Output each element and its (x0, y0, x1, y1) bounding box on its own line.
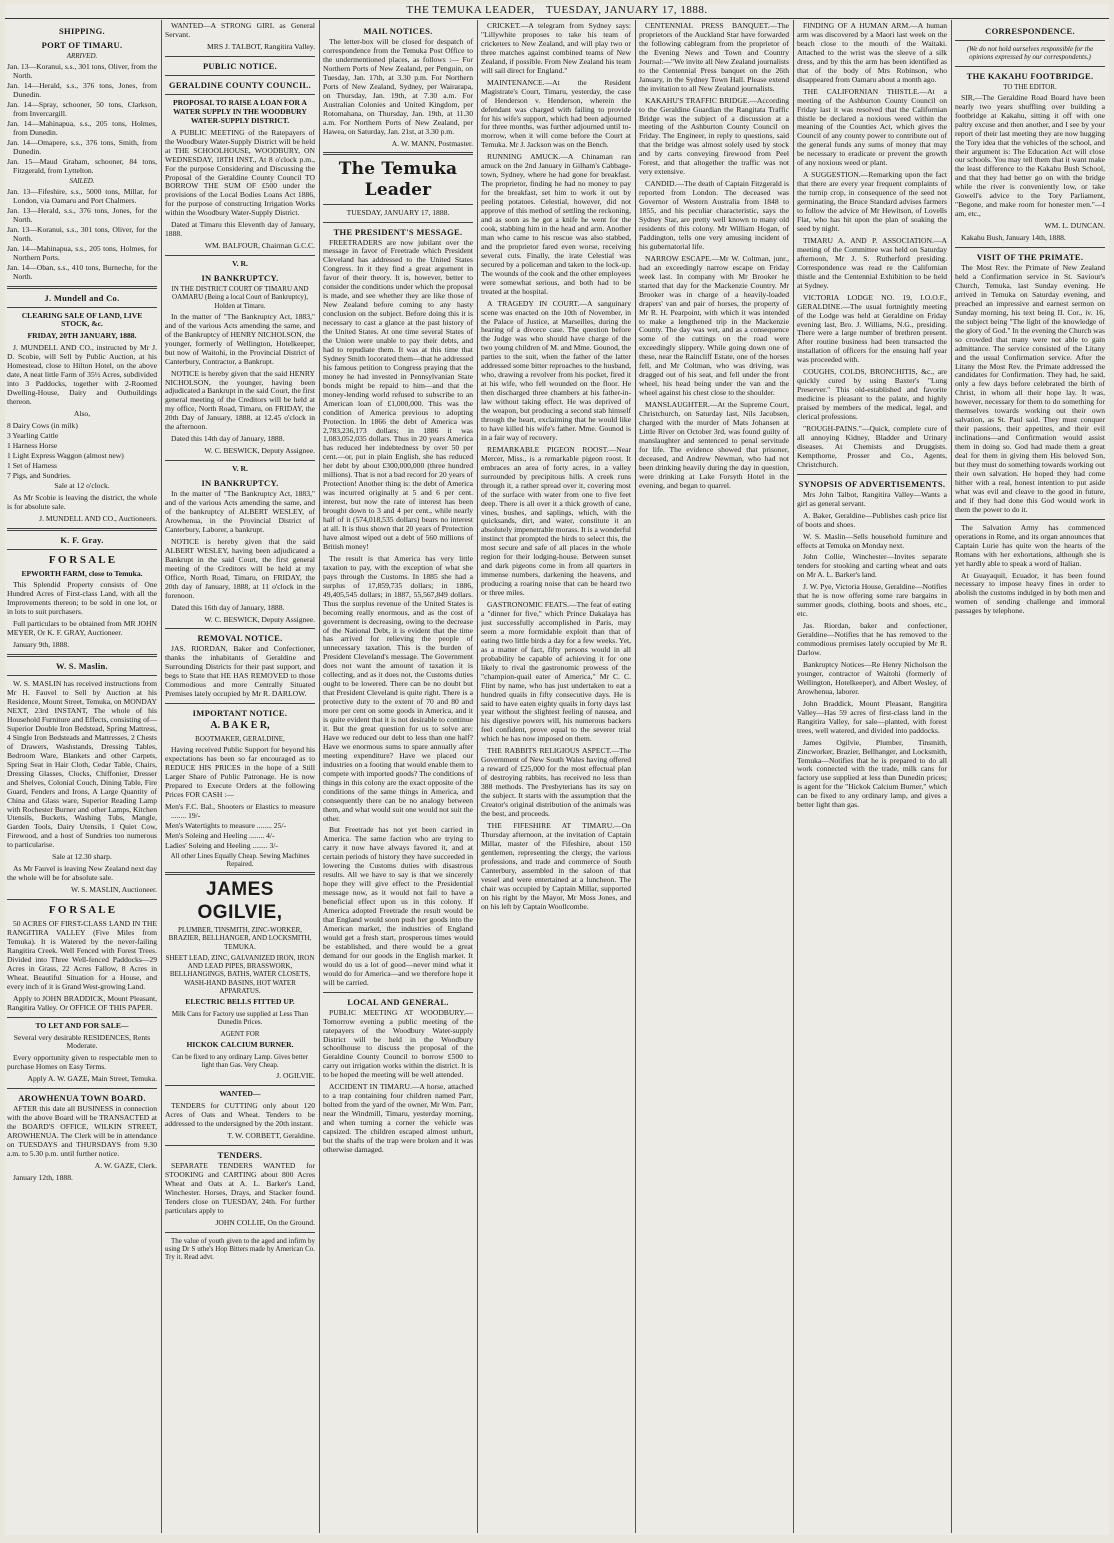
shipping-heading: SHIPPING. (59, 26, 105, 36)
clearing-sale-title: CLEARING SALE OF LAND, LIVE STOCK, &c. (21, 310, 143, 329)
newspaper-page (5, 4, 1109, 1535)
maslin-sale-time: Sale at 12.30 sharp. (52, 852, 112, 862)
beswick-signature: W. C. BESWICK, Deputy Assignee. (204, 446, 315, 456)
maslin-signature: W. S. MASLIN, Auctioneer. (71, 885, 157, 895)
column-rule (319, 20, 320, 1533)
mundell-body: J. MUNDELL AND CO., instructed by Mr J. D. Scobie, will Sell by Public Auction, at his Homestead, close to Hilton Hotel, on the above date, A neat little Farm of 35½ Acres, subdivided into 3 Paddocks, together with 2-Roomed Dwelling-House, Dairy and Outbuildings thereon. (7, 343, 157, 407)
president-para-1: FREETRADERS are now jubilant over the message in favor of Freetrade which President Cleveland has addressed to the United States Congress. In it they find a great argument in favor of their theory. It is, however, better to consider the conditions under which the proposal is made, and see whether they are like those of New Zealand before coming to any hasty conclusion on the subject. Before doing this it is necessary to cast a glance at the past history of the United States. At one time several States of the Union were unable to pay their debts, and had to repudiate them. It was at this time that Sydney Smith locorated them—that he addressed his famous petition to Congress praying that the money he had invested in Pennsylvanian State bonds might be repaid to him—and that the money-lending world refused to subscribe to an American loan of £1,000,000. This was the condition of America previous to adopting Protection. In 1866 the debt of America was 2,783,236,173 dollars; in 1886 it was 1,083,052,035 dollars. Thus in 20 years America has reduced her indebtedness by over 50 per cent.—or, put in plain English, she has reduced her debt by about £300,000,000 (three hundred millions). That is not a bad record for 20 years of Protection! Another thing is: the debt of America was incurred originally at 5 and 6 per cent. interest, but now the rate of interest has been brought down to 3 and 4 per cent., while nearly half of it (574,018,535 dollars) bears no interest at all. It is thus shown that 20 years of Protection have almost wiped out a debt of 560 millions of British money! (323, 237, 473, 551)
list-item: J. W. Pye, Victoria House, Geraldine—Notifies that he is now offering some rare bargains in summer goods, clothing, boots and shoes, etc., etc. (797, 582, 947, 619)
list-item: Men's F.C. Bal., Shooters or Elastics to measure ........ 19/- (165, 801, 315, 820)
list-item: James Ogilvie, Plumber, Tinsmith, Zincworker, Brazier, Bellhanger, and Locksmith, Temuka—Notifies that he is prepared to do all work connected with the trade, milk cans for factory use supplied at less than Dunedin prices; is agent for the "Hickok Calcium Burner," which can be fixed to any ordinary lamp, and gives a better light than gas. (797, 737, 947, 810)
for-sale-title: F O R S A L E (48, 553, 116, 566)
primate-body: The Most Rev. the Primate of New Zealand held a Confirmation service in St. Saviour's Church, Temuka, last Sunday evening. He arrived in Temuka on Saturday evening, and preached an impressive and earnest sermon on Sunday morning, his text being II. Cor., iv. 16, the subject being "The light of the knowledge of the glory of God." In the evening the Church was so crowded that many were not able to gain admittance. The service consisted of the Litany and the usual Confirmation service. After the Litany the Most Rev. the Primate addressed the candidates for Confirmation. They had, he said, only a few days before celebrated the birth of Christ, in whom all their hope lay. It was, however, necessary for them to do something for themselves towards working out their own salvation, as St. Paul said. They must conquer their passions, their appetites, and their evil inclinations—and Confirmation would assist them in doing so. God had made them a great deal for them in giving them His beloved Son, but they must do something towards working out their own salvation. He hoped they had come hither with a real, honest intention to put aside what was evil and cleave to the good in future, and if they had done this God would work in them the power to do it. (955, 263, 1105, 514)
mundell-signature: J. MUNDELL AND CO., Auctioneers. (39, 513, 157, 523)
news-item: VICTORIA LODGE NO. 19, I.O.O.F., GERALDINE.—The usual fortnightly meeting of the Lodge was held at Geraldine on Friday evening last, Bro. J. Williams, N.G., presiding. There were a large number of brethren present. After routine business had been transacted the installation of officers for the ensuing half year was proceeded with. (797, 292, 947, 365)
news-item: A SUGGESTION.—Remarking upon the fact that there are every year frequent complaints of the turnip crop, in consequence of the seed not germinating, the Bruce Standard advises farmers to follow the advice of Mr Hewitson, of Lovells Flat, who has hit upon the plan of soaking the seed by night. (797, 170, 947, 233)
leaving-note: As Mr Scobie is leaving the district, the whole is for absolute sale. (7, 492, 157, 511)
column-rule (477, 20, 478, 1533)
news-item: MANSLAUGHTER.—At the Supreme Court, Christchurch, on Saturday last, Nils Jacobsen, charged with the murder of Mats Johansen at Little River on October 3rd, was found guilty of manslaughter and sentenced to penal servitude for life. The evidence showed that prisoner, deceased, and Andrew Newman, who had not been drinking heavily during the day in question, were drinking at Lake Forsyth Hotel in the evening, and began to quarrel. (639, 400, 789, 490)
column-1 (7, 22, 157, 1532)
sailings-list (7, 188, 157, 282)
list-item: Bankruptcy Notices—Re Henry Nicholson the younger, contractor of Waitohi (formerly of Wellington, Hotelkeeper), and Albert Wesley, of Arowhenua, laborer. (797, 659, 947, 696)
local-para-1: PUBLIC MEETING AT WOODBURY.—Tomorrow evening a public meeting of the ratepayers of the Woodbury Water-supply District will be held in the Woodbury schoolhouse to discuss the proposal of the Geraldine County Council to borrow £500 to carry out irrigation works within the district. It is to be hoped the meeting will be well attended. (323, 1007, 473, 1080)
mann-signature: A. W. MANN, Postmaster. (391, 138, 473, 148)
local-general-heading: LOCAL AND GENERAL. (347, 996, 449, 1007)
maslin-body: W. S. MASLIN has received instructions from Mr H. Fauvel to Sell by Auction at his Residence, Mount Street, Temuka, on MONDAY NEXT, 23rd INSTANT, The whole of his Household Furniture and Effects, consisting of—Superior Double Iron Bedstead, Spring Mattress, 4 Single Iron Bedsteads and Mattresses, 2 Chests of Drawers, Washstands, Dressing Tables, Bedroom Ware, Blankets and other Carpets, Spring Seat in Hair Cloth, Cedar Table, Chairs, Dressing Glasses, Clocks, Chiffonier, Dresser and Shelves, Colonial Couch, Dining Table, Fire Guard, Fenders and Irons, A Large Quantity of China and Glass ware, Superior Reading Lamp with Rochester Burner and other Lamps, Kitchen Utensils, Buckets, Washing Tubs, Mangle, Garden Tools, Dairy Utensils, 1 Quiet Cow, Firewood, and a host of Sundries too numerous to particularise. (7, 679, 157, 850)
to-let-title: TO LET AND FOR SALE— (35, 1020, 129, 1030)
list-item: Men's Soleing and Heeling ........ 4/- (165, 830, 275, 840)
to-the-editor: TO THE EDITOR. (1003, 82, 1057, 91)
news-item: GASTRONOMIC FEATS.—The feat of eating a "dinner for five," which Prince Dakalaya has just successfully accomplished in Paris, may seem a more formidable exploit than that of eating two little birds a day for a few weeks. Yet, as a matter of fact, fifty persons would in all probability be capable of achieving it for one likely to rival the gastronomic prowess of the "champion-quail eater of America," Mr C. C. Flint by name, who has just undertaken to eat a hundred quails in fifty consecutive days. He is said to have eaten eighty quails in forty days last year without the slightest feeling of nausea, and his digestive powers will, his numerous backers feel confident, prove equal to the severer trial which he has now imposed on them. (481, 600, 631, 744)
list-item: Jan. 13—Herald, s.s., 376 tons, Jones, for the North. (7, 205, 157, 224)
news-item: THE RABBITS RELIGIOUS ASPECT.—The Government of New South Wales having offered a reward of £25,000 for the most effectual plan of destroying rabbits, has received no less than 388 methods. The Presbyterians has its say on the subject. It starts with the assumption that the Creator's original distribution of the animals was the best, and proceeds. (481, 746, 631, 818)
synopsis-heading: SYNOPSIS OF ADVERTISEMENTS. (798, 478, 946, 489)
column-5 (639, 22, 789, 1532)
bankruptcy-heading: IN BANKRUPTCY. (201, 273, 279, 284)
list-item: A. Baker, Geraldine—Publishes cash price list of boots and shoes. (797, 510, 947, 529)
list-item: Jas. Riordan, baker and confectioner, Geraldine—Notifies that he has removed to the commodious premises lately occupied by Mr R. Darlow. (797, 621, 947, 658)
list-item: 1 Set of Harness (7, 460, 57, 470)
gaze-date: January 12th, 1888. (13, 1172, 73, 1182)
bitters-note: The value of youth given to the aged and infirm by using Dr S uthe's Hop Bitters made by American Co. Try it. Read advt. (165, 1236, 315, 1262)
letter-signature: WM. L. DUNCAN. (1044, 221, 1105, 231)
news-item: KAKAHU'S TRAFFIC BRIDGE.—According to the Geraldine Guardian the Rangitata Traffic Bridge was the subject of a discussion at a meeting of the Ashburton County Council on Friday. The Engineer, in reply to questions, said that the bridge was almost solely used by stock and by carts conveying firewood from Peel Forest, and that altogether the traffic was not very extensive. (639, 95, 789, 177)
page-masthead (5, 4, 1109, 19)
column-rule (951, 20, 952, 1533)
news-item: TIMARU A. AND P. ASSOCIATION.—A meeting of the Committee was held on Saturday afternoon, Mr J. S. Rutherford presiding. Correspondence was read re the Californian thistle and the Centennial Exhibition to be held at Sydney. (797, 235, 947, 290)
list-item: Jan. 14—Oban, s.s., 410 tons, Burneche, for the North. (7, 262, 157, 281)
prices-note: All other Lines Equally Cheap. Sewing Machines Repaired. (170, 851, 310, 868)
sailed-label: SAILED. (69, 176, 95, 185)
arrivals-list (7, 63, 157, 175)
agent-for: AGENT FOR (220, 1029, 260, 1038)
letter-body: SIR,—The Geraldine Road Board have been nearly two years shuffling over building a footbridge at Kakahu, sitting it off with one paltry excuse and then another, and I see by your report of their last meeting they are now hugging the Tory idea that the vehicles of the school, and their argument is: The Education Act will close our schools. You may tell them that it want make the least difference to the Kakahu Bush School, and that they had better go on with the bridge while the river is conveniently low, or take Gowell's advice to the Tory Parliament, "Begone, and make room for honester men."—I am, etc., (955, 92, 1105, 219)
news-item: MAINTENANCE.—At the Resident Magistrate's Court, Timaru, yesterday, the case of Henderson v. Henderson, wherein the defendant was charged with failing to provide for his wife's support, which had been adjourned for three months, was further adjourned until to-morrow, when it will come before the Court at Temuka. Mr J. Jackson was on the Bench. (481, 77, 631, 150)
ogilvie-name: JAMES OGILVIE, (197, 879, 283, 923)
meeting-body: A PUBLIC MEETING of the Ratepayers of the Woodbury Water-Supply District will be held at THE SCHOOLHOUSE, WOODBURY, ON WEDNESDAY, 18TH INST., At 8 o'clock p.m., For the purpose Considering and Discussing the Proposal of the Geraldine County Council TO BORROW THE SUM OF £500 under the provisions of the Local Bodies Loans Act 1886, for the purpose of constructing Irrigation Works within the Woodbury Water-Supply District. (165, 127, 315, 218)
news-item: CANDID.—The death of Captain Fitzgerald is reported from London. The deceased was Governor of Western Australia from 1848 to 1855, and his peculiar characteristic, says the Sydney Star, are pretty well known to many old residents of this colony. Mr William Hogan, of Paddington, tells one very amusing incident of his gubernatorial life. (639, 179, 789, 251)
price-list (165, 803, 315, 851)
list-item: Jan. 14—Mahinapua, s.s., 205 tons, Holmes, for Northern Ports. (7, 243, 157, 262)
talbot-signature: MRS J. TALBOT, Rangitira Valley. (207, 41, 315, 51)
apply-braddick: Apply to JOHN BRADDICK, Mount Pleasant, Rangitira Valley. Or OFFICE OF THIS PAPER. (7, 993, 157, 1012)
news-item: REMARKABLE PIGEON ROOST.—Near Mercer, Miss., is a remarkable pigeon roost. It embraces an area of forty acres, in a valley surrounded by precipitous hills. A creek runs through it, a rather spread over it, covering most of the surface with water from one to five feet deep. There is all over it a thick growth of cane, vines, bushes, and saplings, which, with the quicksands, dirt, and water, constitute it an absolutely impenetrable morass. It is a wonderful instinct that prompted the birds to select this, the most secure and safe of all places in the whole region for their lodging-house. Between sunset and dark pigeons come in from all quarters in immense numbers, darkening the heavens, and producing a roaring noise that can be heard two or three miles. (481, 444, 631, 598)
news-item: CRICKET.—A telegram from Sydney says: "Lillywhite proposes to take his team of cricketers to New Zealand, and will play two or three matches against combined teams of New Zealand, if possible. From New Zealand his team will sail direct for England." (481, 22, 631, 75)
column-rule (793, 20, 794, 1533)
arrived-label: ARRIVED. (66, 52, 98, 61)
maslin-heading: W. S. Maslin. (55, 661, 108, 672)
sale-time: Sale at 12 o'clock. (54, 480, 110, 490)
removal-heading: REMOVAL NOTICE. (197, 633, 283, 644)
ogilvie-trade: PLUMBER, TINSMITH, ZINC-WORKER, BRAZIER, BELLHANGER, AND LOCKSMITH, TEMUKA. (168, 926, 312, 951)
opportunity: Every opportunity given to respectable men to purchase Homes on Easy Terms. (7, 1053, 157, 1072)
news-item: THE FIFESHIRE AT TIMARU.—On Thursday afternoon, at the invitation of Captain Millar, master of the Fifeshire, about 150 gentlemen, representing the clergy, the various professions, and trade and commerce of South Canterbury, assembled in the saloon of that vessel and were entertained at a luncheon. The chair was occupied by Captain Millar, supported on his right by the Mayor, Mr Moss Jones, and on his left by Captain Woollcombe. (481, 820, 631, 911)
gaze-signature: A. W. GAZE, Clerk. (94, 1161, 157, 1171)
news-item: A TRAGEDY IN COURT.—A sanguinary scene was enacted on the 10th of November, in the Palace of Justice, at Marseilles, during the hearing of a divorce case. The question before the Judge was who should have charge of the two young children of M. and Mme. Gounod, the parties to the suit, when the father of the latter addressed some bitter reproaches to the husband, who, drawing a revolver from his pocket, fired it at his wife, who fell wounded on the floor. He then discharged three chambers at his father-in-law without taking effect. He was deprived of the weapon, but producing a second stab himself through the heart, exclaiming that he would like to have killed his wife's father. Mme. Gounod is in a fair way of recovery. (481, 298, 631, 442)
news-item: THE CALIFORNIAN THISTLE.—At a meeting of the Ashburton County Council on Friday last it was resolved that the Californian thistle be declared a noxious weed within the meaning of the Counties Act, which gives the Council of any county power to contribute out of the general funds any sums of money that may be necessary to eradicate or prevent the growth of any noxious weed or plant. (797, 86, 947, 168)
baker-name: A. B A K E R, (210, 720, 270, 732)
stooking-body: SEPARATE TENDERS WANTED for STOOKING and CARTING about 800 Acres Wheat and Oats at A. L. Barker's Land, Winchester. Horses, Drays, and Stacker found. Tenders close on TUESDAY, 24th. For further particulars apply to (165, 1160, 315, 1215)
epworth-title: EPWORTH FARM, close to Temuka. (21, 568, 143, 578)
list-item: Jan. 15—Maud Graham, schooner, 84 tons, Fitzgerald, from Lyttelton. (7, 156, 157, 175)
important-heading: IMPORTANT NOTICE. (192, 708, 288, 719)
list-item: Men's Watertights to measure ........ 25/- (165, 820, 287, 830)
news-item: NARROW ESCAPE.—Mr W. Coltman, junr., had an exceedingly narrow escape on Friday week last. In company with Mr Brooker he started that day for the Mackenzie Country. Mr Brooker was in charge of a heavily-loaded drapers' van and pair of horses, the property of Mr R. H. Pearpoint, with which it was intended to make a lengthened trip in the Mackenzie County. The day was wet, and as a consequence some of the cuttings on the road were exceedingly slippery. While going down one of these, near the Raincliff Estate, one of the horses fell, and Mr Coltman, who was driving, was dragged out of his seat, and fell under the front wheel, his head being under the van and the wheel against his chest close to the shoulder. (639, 253, 789, 398)
mail-heading: MAIL NOTICES. (363, 26, 433, 36)
balfour-signature: WM. BALFOUR, Chairman G.C.C. (204, 241, 315, 251)
issue-date: TUESDAY, JANUARY 17, 1888. (346, 207, 450, 217)
list-item: John Braddick, Mount Pleasant, Rangitira Valley—Has 59 acres of first-class land in the Rangitira Valley, for sale—planted, with forest trees, well watered, and divided into paddocks. (797, 698, 947, 735)
bankruptcy-heading-2: IN BANKRUPTCY. (201, 478, 279, 489)
port-heading: PORT OF TIMARU. (41, 40, 123, 51)
synopsis-list (797, 491, 947, 810)
news-item: "ROUGH-PAINS."—Quick, complete cure of all annoying Kidney, Bladder and Urinary diseases. At Chemists and Druggists. Kempthorne, Prosser and Co., Agents, Christchurch. (797, 423, 947, 469)
vr-mark: V. R. (232, 259, 248, 269)
column-rule (161, 20, 162, 1533)
particulars: Full particulars to be obtained from MR JOHN MEYER, Or K. F. GRAY, Auctioneer. (7, 619, 157, 638)
list-item: Jan. 14—Omapere, s.s., 376 tons, Smith, from Dunedin. (7, 137, 157, 156)
bankruptcy-2-body: In the matter of "The Bankruptcy Act, 1883," and of the various Acts amending the same, and of the bankruptcy of ALBERT WESLEY, of Arowhenua, in the Provincial District of Canterbury, Laborer, a bankrupt. (165, 489, 315, 534)
stock-list (7, 422, 157, 481)
court-name: IN THE DISTRICT COURT OF TIMARU AND OAMARU (Being a local Court of Bankruptcy), Holden at Timaru. (171, 285, 309, 310)
tenders-heading: TENDERS. (217, 1149, 263, 1160)
list-item: 1 Light Express Waggon (almost new) (7, 450, 124, 460)
maslin-leaving: As Mr Fauvel is leaving New Zealand next day the whole will be for absolute sale. (7, 864, 157, 883)
column-rule (635, 20, 636, 1533)
list-item: Jan. 13—Fifeshire, s.s., 5000 tons, Millar, for London, via Oamaru and Port Chalmers. (7, 186, 157, 205)
news-item: FINDING OF A HUMAN ARM.—A human arm was discovered by a Maori last week on the beach close to the mouth of the Waitaki. Attached to the wrist was the sleeve of a silk dress, and by this the arm has been identified as that of the body of Mrs Robinson, who disappeared from Oamaru about a month ago. (797, 22, 947, 84)
electric-bells: ELECTRIC BELLS FITTED UP. (185, 997, 295, 1007)
milk-cans: Milk Cans for Factory use supplied at Less Than Dunedin Prices. (171, 1010, 309, 1027)
meeting-dated: Dated at Timaru this Eleventh day of January, 1888. (165, 220, 315, 239)
beswick-signature-2: W. C. BESWICK, Deputy Assignee. (204, 614, 315, 624)
list-item: Mrs John Talbot, Rangitira Valley—Wants a girl as general servant. (797, 489, 947, 508)
tenders-body: TENDERS for CUTTING only about 120 Acres of Oats and Wheat. Tenders to be addressed to the undersigned by the 20th instant. (165, 1101, 315, 1129)
to-let-body: Several very desirable RESIDENCES, Rents Moderate. (13, 1032, 151, 1051)
arowhenua-body: AFTER this date all BUSINESS in connection with the above Board will be TRANSACTED at the BOARD'S OFFICE, WILKIN STREET, AROWHENUA. The Clerk will be in attendance on TUESDAYS and THURSDAYS from 9.30 a.m. to 5.30 p.m. until further notice. (7, 1104, 157, 1159)
list-item: Jan. 14—Herald, s.s., 376 tons, Jones, from Dunedin. (7, 81, 157, 100)
news-item: RUNNING AMUCK.—A Chinaman ran amuck on the 2nd January in Gilham's Cabbage-town, Sydney, where he had gone for breakfast. The proprietor, finding he had no money to pay for the breakfast, set him to work it out by peeling potatoes. Celestial, however, did not approve of this method of settling the reckoning, and as soon as he got a knife he went for the cook, stabbing him in the head and arm. Another man who came to his rescue was also stabbed, and the proprietor fared even worse, receiving several cuts. Finally, the irate Celestial was secured by a policeman and taken to the lock-up. The wounds of the cook and the other employees were somewhat serious, and both had to be treated at the hospital. (481, 152, 631, 296)
bankruptcy-2-dated: Dated this 16th day of January, 1888. (171, 602, 285, 612)
list-item: 1 Harness Horse (7, 440, 58, 450)
president-para-3: But Freetrade has not yet been carried in America. The same faction who are trying to carry it now have always favored it, and at certain periods of history they have succeeded in lowering the Customs duties with disastrous results. All we have to say is that we sincerely hope they will give effect to the Presidential message now, as it would not fail to have a beneficial effect upon us in this colony. If America adopted Freetrade the result would be that England would soon push her goods into the American market, the industries of England would get a fresh start, prosperous times would be established, and there would be a great demand for our goods in the English market. It would do us a lot of good—never mind what it would do for America—and we therefore hope it will be carried. (323, 825, 473, 987)
vr-mark-2: V. R. (232, 464, 248, 474)
baker-body: Having received Public Support for beyond his expectations has been so far encouraged as to REDUCE HIS PRICES in the hope of a Still Larger Share of Public Patronage. He is now Prepared to Execute Orders at the following Prices FOR CASH :— (165, 745, 315, 800)
gaze-apply: Apply A. W. GAZE, Main Street, Temuka. (27, 1074, 157, 1084)
list-item: Ladies' Soleing and Heeling ........ 3/- (165, 840, 278, 850)
salvation-army-item: The Salvation Army has commenced operations in Rome, and its organ announces that Captain Lurie has quite won the hearts of the Romans with her exhortations, although she is yet hardly able to speak a word of Italian. (955, 522, 1105, 568)
baker-trade: BOOTMAKER, GERALDINE, (195, 735, 285, 744)
news-item: COUGHS, COLDS, BRONCHITIS, &c., are quickly cured by using Baxter's "Lung Preserver." This old-established and favorite medicine is pleasant to the palate, and highly praised by members of the medical, legal, and clerical professions. (797, 367, 947, 422)
loan-proposal: PROPOSAL TO RAISE A LOAN FOR A WATER SUPPLY IN THE WOODBURY WATER-SUPPLY DISTRICT. (173, 97, 307, 125)
also-label: Also, (73, 409, 91, 419)
president-para-2: The result is that America has very little taxation to pay, with the exception of what she pays through the Customs. In 1885 she had a surplus of 17,859,735 dollars; in 1886, 49,405,545 dollars; in 1887, 55,567,849 dollars. Thus the surplus revenue of the United States is becoming really enormous, and as the cost of government is decreasing, owing to the decrease of the National Debt, it is evident that the time has arrived for relieving the people of unnecessary taxation. This is the burden of President Cleveland's message. The Government does not want the amount of taxation it is collecting, and as it does not, the Customs duties ought to be lowered. There can be no doubt but that President Cleveland is quite right. There is a protective duty to the extent of 70 and 80 and more per cent on some goods in America, and it is quite evident that it is not desirable to continue it. But the great question for us to solve are: Have we reduced our debt to less than one half? Have we enormous sums to spare annually after meeting expenditure? Have we placed our industries on a footing that would enable them to compete with imported goods? The conditions of things in this colony are the exact opposite of the conditions of the same things in America, and consequently there can be no analogy between them, and what would suit one would not suit the other. (323, 553, 473, 823)
bankruptcy-1-notice: NOTICE is hereby given that the said HENRY NICHOLSON, the younger, having been adjudicated a Bankrupt in the said Court, the first general meeting of the Creditors will be held at my office, North Road, Timaru, on FRIDAY, the 20th Day of January, 1888, at 12.45 o'clock in the afternoon. (165, 368, 315, 432)
public-notice-heading: PUBLIC NOTICE. (202, 60, 278, 71)
wanted-tenders: WANTED— (219, 1089, 261, 1099)
list-item: John Collie, Winchester—Invites separate tenders for stooking and carting wheat and oats on Mr A. L. Barker's land. (797, 552, 947, 580)
corbett-signature: T. W. CORBETT, Geraldine. (227, 1130, 315, 1140)
gray-heading: K. F. Gray. (60, 534, 104, 545)
correspondence-note: (We do not hold ourselves responsible for the opinions expressed by our correspondents.) (966, 45, 1094, 62)
column-7 (955, 22, 1105, 1532)
epworth-body: This Splendid Property consists of One Hundred Acres of First-class Land, with all the Improvements thereon; to be sold in one lot, or in lots to suit purchasers. (7, 580, 157, 617)
column-6 (797, 22, 947, 1532)
ogilvie-goods: SHEET LEAD, ZINC, GALVANIZED IRON, IRON AND LEAD PIPES, BRASSWORK, BELLHANGINGS, BATHS, WATER CLOSETS, WASH-HAND BASINS, HOT WATER APPARATUS. (165, 953, 315, 995)
bankruptcy-1-body: In the matter of "The Bankruptcy Act, 1883," and of the various Acts amending the same, and of the Bankruptcy of HENRY NICHOLSON, the younger, formerly of Wellington, Hotelkeeper, but now of Waitohi, in the Provincial District of Canterbury, Contractor, a Bankrupt. (165, 311, 315, 366)
letter-heading: THE KAKAHU FOOTBRIDGE. (966, 70, 1094, 81)
list-item: 3 Yearling Cattle (7, 430, 59, 440)
bankruptcy-1-dated: Dated this 14th day of January, 1888. (171, 434, 285, 444)
list-item: Jan. 13—Koranui, s.s., 301 tons, Oliver, for the North. (7, 224, 157, 243)
local-para-2: ACCIDENT IN TIMARU.—A horse, attached to a trap containing four children named Parr, bolted from the yard of the owner, Mr Wm. Parr, near the Windmill, Timaru, yesterday morning, and when turning a corner the vehicle was capsized. The children escaped almost unhurt, but the shafts of the trap were broken and it was otherwise damaged. (323, 1082, 473, 1154)
bankruptcy-2-notice: NOTICE is hereby given that the said ALBERT WESLEY, having been adjudicated a Bankrupt in the said Court, the first general meeting of the Creditors will be held at my Office, North Road, Timaru, on FRIDAY, the 20th day of January, 1888, at 11 o'clock in the forenoon. (165, 536, 315, 600)
for-sale-title-2: F O R S A L E (48, 904, 116, 917)
gray-date: January 9th, 1888. (13, 640, 70, 650)
arowhenua-heading: AROWHENUA TOWN BOARD. (18, 1093, 146, 1104)
guayaquil-item: At Guayaquil, Ecuador, it has been found necessary to impose heavy fines in order to abolish the customs indulged in by both men and women of sending challenge and immoral passages by telephone. (955, 570, 1105, 616)
correspondence-heading: CORRESPONDENCE. (985, 26, 1075, 36)
column-3 (323, 22, 473, 1532)
wanted-girl: WANTED—A STRONG GIRL as General Servant. (165, 22, 315, 39)
hickok-title: HICKOK CALCIUM BURNER. (186, 1039, 294, 1049)
collie-signature: JOHN COLLIE, On the Ground. (215, 1217, 315, 1227)
mundell-heading: J. Mundell and Co. (44, 292, 120, 303)
clearing-sale-date: FRIDAY, 20TH JANUARY, 1888. (27, 331, 137, 341)
list-item: Jan. 13—Koranui, s.s., 301 tons, Oliver, from the North. (7, 62, 157, 81)
list-item: 8 Dairy Cows (in milk) (7, 421, 78, 430)
list-item: 7 Pigs, and Sundries. (7, 470, 71, 480)
list-item: Jan. 14—Mahinapua, s.s., 205 tons, Holmes, from Dunedin. (7, 119, 157, 137)
column-4 (481, 22, 631, 1532)
paper-name: THE TEMUKA LEADER, (406, 4, 535, 16)
riordan-body: JAS. RIORDAN, Baker and Confectioner, thanks the inhabitants of Geraldine and Surrounding Districts for their past support, and begs to State that HE HAS REMOVED to those Commodious and more Centrally Situated Premises lately occupied by Mr R. DARLOW. (165, 644, 315, 699)
letter-place: Kakahu Bush, January 14th, 1888. (961, 233, 1066, 243)
mail-body: The letter-box will be closed for despatch of correspondence from the Temuka Post Office to the undermentioned places, as follows :— For Northern Ports of New Zealand, per Penguin, on Tuesday, Jan. 17th, at 3.30 p.m. For Northern Ports of New Zealand, Sydney, per Wairarapa, on Thursday, Jan. 19th, at 7.30 a.m. For Australian Colonies and United Kingdom, per Rotomahana, on Thursday, Jan. 19th, at 11.30 a.m. For Northern Ports of New Zealand, per Hawea, on Saturday, Jan. 21st, at 3.30 p.m. (323, 37, 473, 136)
hickok-body: Can be fixed to any ordinary Lamp. Gives better light than Gas. Very Cheap. (172, 1052, 308, 1069)
president-heading: THE PRESIDENT'S MESSAGE. (333, 226, 463, 237)
column-2 (165, 22, 315, 1532)
paper-date: TUESDAY, JANUARY 17, 1888. (545, 4, 708, 16)
council-heading: GERALDINE COUNTY COUNCIL. (168, 79, 312, 90)
newspaper-title: The Temuka Leader (338, 159, 458, 200)
acres-body: 50 ACRES OF FIRST-CLASS LAND IN THE RANGITIRA VALLEY (Five Miles from Temuka). It is Watered by the never-failing Rangitira Creek. Well Fenced with Forest Trees. Divided into Three Well-fenced Paddocks—29 Acres in Grass, 22 Acres Fallow, 8 Acres in Wheat. Beautiful Situation for a House, and every inch of it is Grand West-growing Land. (7, 919, 157, 991)
ogilvie-signature: J. OGILVIE. (276, 1071, 315, 1081)
primate-heading: VISIT OF THE PRIMATE. (976, 252, 1084, 263)
list-item: W. S. Maslin—Sells household furniture and effects at Temuka on Monday next. (797, 531, 947, 550)
news-item: CENTENNIAL PRESS BANQUET.—The proprietors of the Auckland Star have forwarded the following cablegram from the proprietor of the Evening News and Town and Country Journal:—"We invite all New Zealand journalists to the Centennial Press banquet on the 26th January, in the Sydney Town Hall. Please extend the invitation to all New Zealand journalists. (639, 22, 789, 93)
list-item: Jan. 14—Spray, schooner, 50 tons, Clarkson, from Invercargill. (7, 100, 157, 119)
